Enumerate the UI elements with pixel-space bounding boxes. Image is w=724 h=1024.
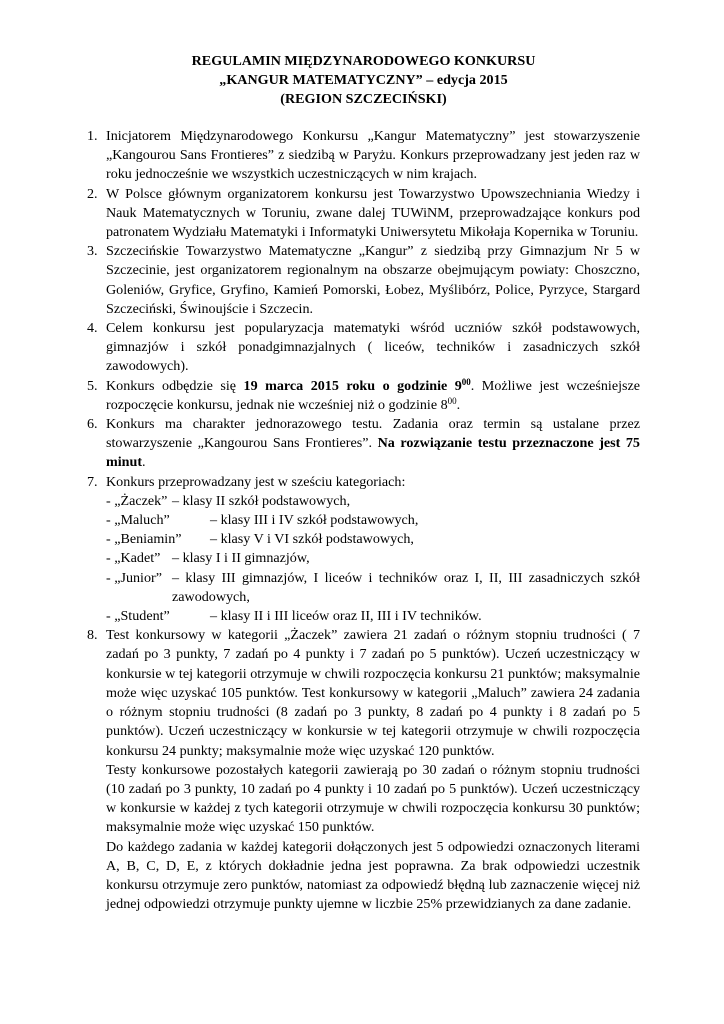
- rule-number: 5.: [87, 377, 98, 394]
- title-line-3: (REGION SZCZECIŃSKI): [280, 91, 447, 107]
- rule-number: 8.: [87, 627, 98, 644]
- rule5-early-minutes: 00: [447, 395, 457, 406]
- rule-number: 2.: [87, 185, 98, 202]
- category-desc: – klasy I i II gimnazjów,: [172, 550, 310, 567]
- rule-number: 6.: [87, 416, 98, 433]
- category-row: [106, 511, 640, 530]
- category-row: [106, 492, 640, 511]
- rule5-date: [244, 378, 471, 394]
- rule6-duration: Na rozwiązanie testu przeznaczone jest 75 minut: [106, 435, 640, 471]
- rule6-text: Konkurs ma charakter jednorazowego testu. Zadania oraz termin są ustalane przez stowarzyszenie „Kangourou Sans Frontieres”.: [106, 416, 640, 452]
- rule-text: Szczecińskie Towarzystwo Matematyczne „Kangur” z siedzibą przy Gimnazjum Nr 5 w Szczecinie, jest organizatorem regionalnym na obszarze obejmującym powiaty: Choszczno, Goleniów, Gryfice, Gryfino, Kamień Pomorski, Łobez, Myślibórz, Police, Pyrzyce, Stargard Szczeciński, Świnoujście i Szczecin.: [106, 243, 640, 317]
- category-desc: – klasy II szkół podstawowych,: [172, 492, 351, 509]
- rule5-after: . Możliwe jest wcześniejsze rozpoczęcie konkursu, jednak nie wcześniej niż o godzinie 8: [106, 377, 640, 413]
- rule-item-categories: [87, 473, 640, 627]
- rule8-paragraph: Test konkursowy w kategorii „Żaczek” zawiera 21 zadań o różnym stopniu trudności ( 7 zadań po 3 punkty, 7 zadań po 4 punkty i 7 zadań po 5 punktów). Uczeń uczestniczący w konkursie w tej kategorii otrzymuje w chwili rozpoczęcia konkursu 21 punktów; maksymalnie może więc uzyskać 105 punktów. Test konkursowy w kategorii „Maluch” zawiera 24 zadania o różnym stopniu trudności (8 zadań po 3 punkty, 8 zadań po 4 punkty i 8 zadań po 5 punktów). Uczeń uczestniczący w konkursie w tej kategorii otrzymuje w chwili rozpoczęcia konkursu 24 punkty; maksymalnie może więc uzyskać 120 punktów.: [106, 627, 640, 759]
- rule5-date-text: 19 marca 2015 roku o godzinie 9: [243, 377, 462, 394]
- category-row: [106, 530, 640, 549]
- rule-text: W Polsce głównym organizatorem konkursu jest Towarzystwo Upowszechniania Wiedzy i Nauk Matematycznych w Toruniu, zwane dalej TUWiNM, przeprowadzające konkurs pod patronatem Wydziału Matematyki i Informatyki Uniwersytetu Mikołaja Kopernika w Toruniu.: [106, 185, 640, 241]
- rule5-end: .: [456, 396, 461, 413]
- category-name: - „Maluch”: [106, 512, 170, 529]
- rule-item: [87, 127, 640, 185]
- rule-text: [106, 377, 640, 415]
- rule-text: Celem konkursu jest popularyzacja matematyki wśród uczniów szkół podstawowych, gimnazjów i szkół ponadgimnazjalnych ( liceów, techników i zasadniczych szkół zawodowych).: [106, 320, 640, 375]
- rule-number: 4.: [87, 320, 98, 337]
- rule-text: Inicjatorem Międzynarodowego Konkursu „Kangur Matematyczny” jest stowarzyszenie „Kangourou Sans Frontieres” z siedzibą w Paryżu. Konkurs przeprowadzany jest jeden raz w roku jednocześnie we wszystkich uczestniczących w nim krajach.: [106, 128, 640, 183]
- rule6-end: .: [142, 454, 146, 471]
- rule8-paragraph: Do każdego zadania w każdej kategorii dołączonych jest 5 odpowiedzi oznaczonych literami A, B, C, D, E, z których dokładnie jedna jest poprawna. Za brak odpowiedzi uczestnik konkursu otrzymuje zero punktów, natomiast za odpowiedź błędną lub zaznaczenie więcej niż jednej odpowiedzi otrzymuje punkty ujemne w liczbie 25% przewidzianych za dane zadanie.: [106, 838, 640, 913]
- rule-number: 1.: [87, 128, 98, 144]
- title-line-2: „KANGUR MATEMATYCZNY” – edycja 2015: [219, 72, 508, 88]
- document-page: [87, 52, 640, 914]
- category-row: [106, 607, 640, 626]
- rule8-paragraph: Testy konkursowe pozostałych kategorii zawierają po 30 zadań o różnym stopniu trudności (10 zadań po 3 punkty, 10 zadań po 4 punkty i 10 zadań po 5 punktów). Uczeń uczestniczący w konkursie w każdej z tych kategorii otrzymuje w chwili rozpoczęcia konkursu 30 punktów; maksymalnie może więc uzyskać 150 punktów.: [106, 761, 640, 836]
- category-desc: – klasy V i VI szkół podstawowych,: [210, 531, 414, 548]
- category-name: - „Beniamin”: [106, 531, 182, 548]
- rule-text: [106, 415, 640, 473]
- category-desc: – klasy III gimnazjów, I liceów i techników oraz I, II, III zasadniczych szkół zawodowych,: [172, 569, 640, 605]
- category-name: - „Żaczek”: [106, 492, 168, 509]
- category-desc: – klasy III i IV szkół podstawowych,: [210, 512, 419, 529]
- rule7-intro: Konkurs przeprowadzany jest w sześciu kategoriach:: [106, 473, 406, 490]
- category-row: [106, 549, 640, 568]
- rule-item-duration: [87, 415, 640, 473]
- category-name: - „Kadet”: [106, 550, 161, 567]
- rule-item-date: [87, 377, 640, 415]
- category-desc: – klasy II i III liceów oraz II, III i IV techników.: [210, 608, 482, 625]
- rule5-date-minutes: 00: [461, 376, 471, 387]
- rule-number: 3.: [87, 243, 98, 260]
- rule-item: [87, 242, 640, 319]
- rules-list: [87, 127, 640, 914]
- title-line-1: REGULAMIN MIĘDZYNARODOWEGO KONKURSU: [191, 53, 536, 69]
- category-row: [106, 569, 640, 607]
- document-title: [87, 52, 640, 109]
- rule-item-scoring: [87, 626, 640, 914]
- category-name: - „Junior”: [106, 569, 162, 586]
- rule5-before: Konkurs odbędzie się: [106, 377, 244, 394]
- rule-item: [87, 319, 640, 377]
- rule-number: 7.: [87, 473, 98, 490]
- rule-item: [87, 185, 640, 243]
- category-name: - „Student”: [106, 608, 170, 625]
